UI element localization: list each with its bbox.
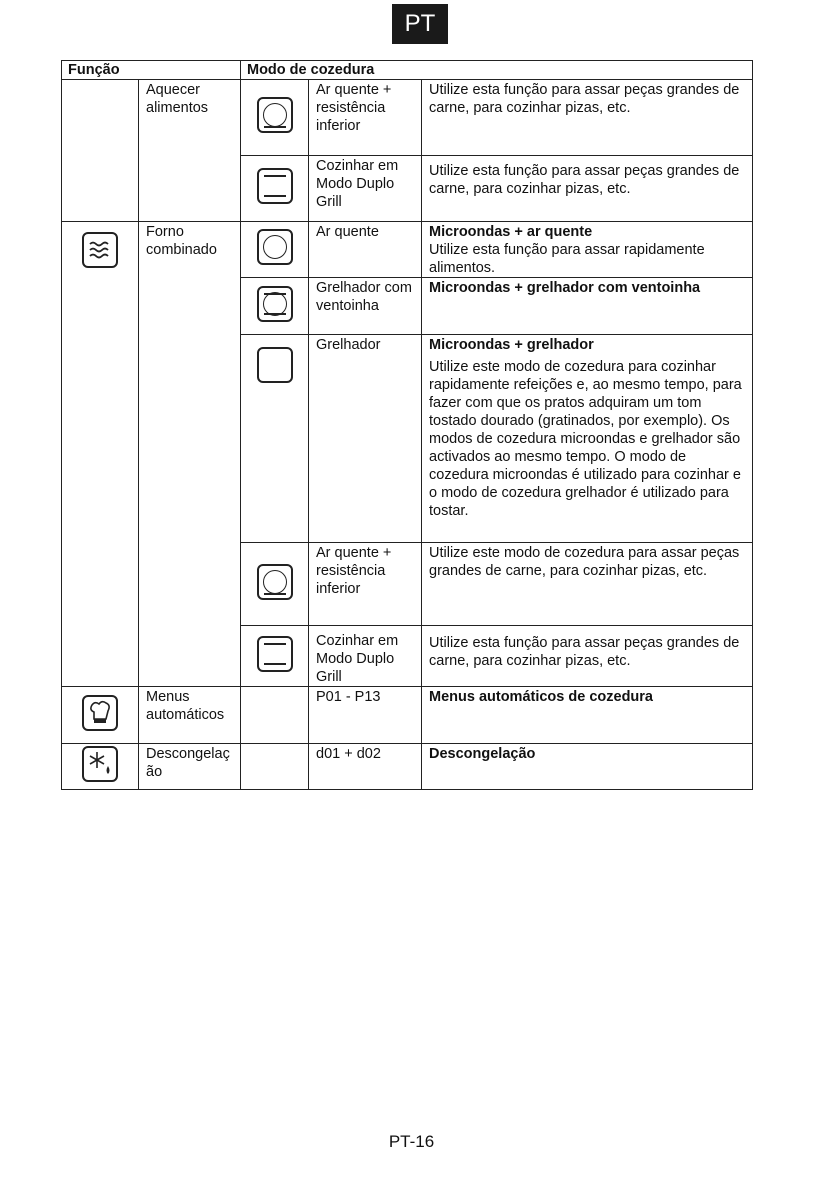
dual-grill-icon: [257, 636, 293, 672]
mode-desc: Utilize este modo de cozedura para assar peças grandes de carne, para cozinhar pizas, etc.: [422, 543, 753, 626]
func-label: Descongelação: [139, 744, 241, 790]
mode-desc: Utilize esta função para assar peças grandes de carne, para cozinhar pizas, etc.: [422, 626, 753, 687]
header-funcao: Função: [62, 61, 241, 80]
mode-desc: Utilize esta função para assar peças grandes de carne, para cozinhar pizas, etc.: [422, 80, 753, 156]
func-icon-cell: [62, 687, 139, 744]
mode-icon-cell: [241, 744, 309, 790]
func-icon-cell: [62, 222, 139, 687]
mode-title: Microondas + ar quente: [429, 224, 593, 240]
mode-title-text: Menus automáticos de cozedura: [429, 689, 653, 705]
mode-title: [422, 687, 753, 744]
mode-title: [422, 744, 753, 790]
snowflake-drop-icon: [82, 746, 118, 782]
func-icon-cell: [62, 80, 139, 222]
microwave-waves-icon: [82, 232, 118, 268]
func-label: Forno combinado: [139, 222, 241, 687]
mode-desc: Utilize este modo de cozedura para cozinhar rapidamente refeições e, ao mesmo tempo, para fazer com que os pratos adquiram um tom tostado dourado (gratinados, por exemplo). Os modos de cozedura microondas e grelhador são activados ao mesmo tempo. O modo de cozedura microondas é utilizado para cozinhar e o modo de cozedura grelhador é utilizado para tostar.: [429, 359, 742, 519]
mode-icon-cell: [241, 156, 309, 222]
mode-label: Ar quente: [309, 222, 422, 278]
fan-bottom-heat-icon: [257, 97, 293, 133]
mode-icon-cell: [241, 543, 309, 626]
mode-title: Microondas + grelhador com ventoinha: [429, 280, 701, 296]
mode-label: Ar quente + resistência inferior: [309, 80, 422, 156]
func-label: Aquecer alimentos: [139, 80, 241, 222]
mode-icon-cell: [241, 222, 309, 278]
mode-label: P01 - P13: [309, 687, 422, 744]
mode-title-text: Descongelação: [429, 746, 536, 762]
chef-hat-icon: [82, 695, 118, 731]
table-row: [62, 687, 753, 744]
mode-icon-cell: [241, 687, 309, 744]
fan-icon: [257, 229, 293, 265]
grill-icon: [257, 347, 293, 383]
language-badge: PT: [392, 4, 448, 44]
mode-icon-cell: [241, 278, 309, 335]
mode-label: Cozinhar em Modo Duplo Grill: [309, 626, 422, 687]
mode-icon-cell: [241, 335, 309, 543]
func-label: Menus automáticos: [139, 687, 241, 744]
mode-desc: Utilize esta função para assar peças grandes de carne, para cozinhar pizas, etc.: [422, 156, 753, 222]
table-header: [62, 61, 753, 80]
mode-desc-cell: [422, 222, 753, 278]
mode-label: Cozinhar em Modo Duplo Grill: [309, 156, 422, 222]
table-row: [62, 80, 753, 156]
mode-label: d01 + d02: [309, 744, 422, 790]
mode-icon-cell: [241, 626, 309, 687]
table-row: [62, 222, 753, 278]
mode-label: Grelhador com ventoinha: [309, 278, 422, 335]
mode-desc-cell: [422, 335, 753, 543]
func-icon-cell: [62, 744, 139, 790]
mode-title: Microondas + grelhador: [429, 337, 594, 353]
cooking-modes-table: [61, 60, 753, 790]
table-row: [62, 744, 753, 790]
mode-label: Ar quente + resistência inferior: [309, 543, 422, 626]
mode-label: Grelhador: [309, 335, 422, 543]
fan-bottom-heat-icon: [257, 564, 293, 600]
mode-desc-cell: [422, 278, 753, 335]
header-modo: Modo de cozedura: [241, 61, 753, 80]
page-number: PT-16: [388, 1132, 435, 1151]
mode-icon-cell: [241, 80, 309, 156]
dual-grill-icon: [257, 168, 293, 204]
mode-desc: Utilize esta função para assar rapidamente alimentos.: [429, 242, 705, 276]
fan-grill-icon: [257, 286, 293, 322]
